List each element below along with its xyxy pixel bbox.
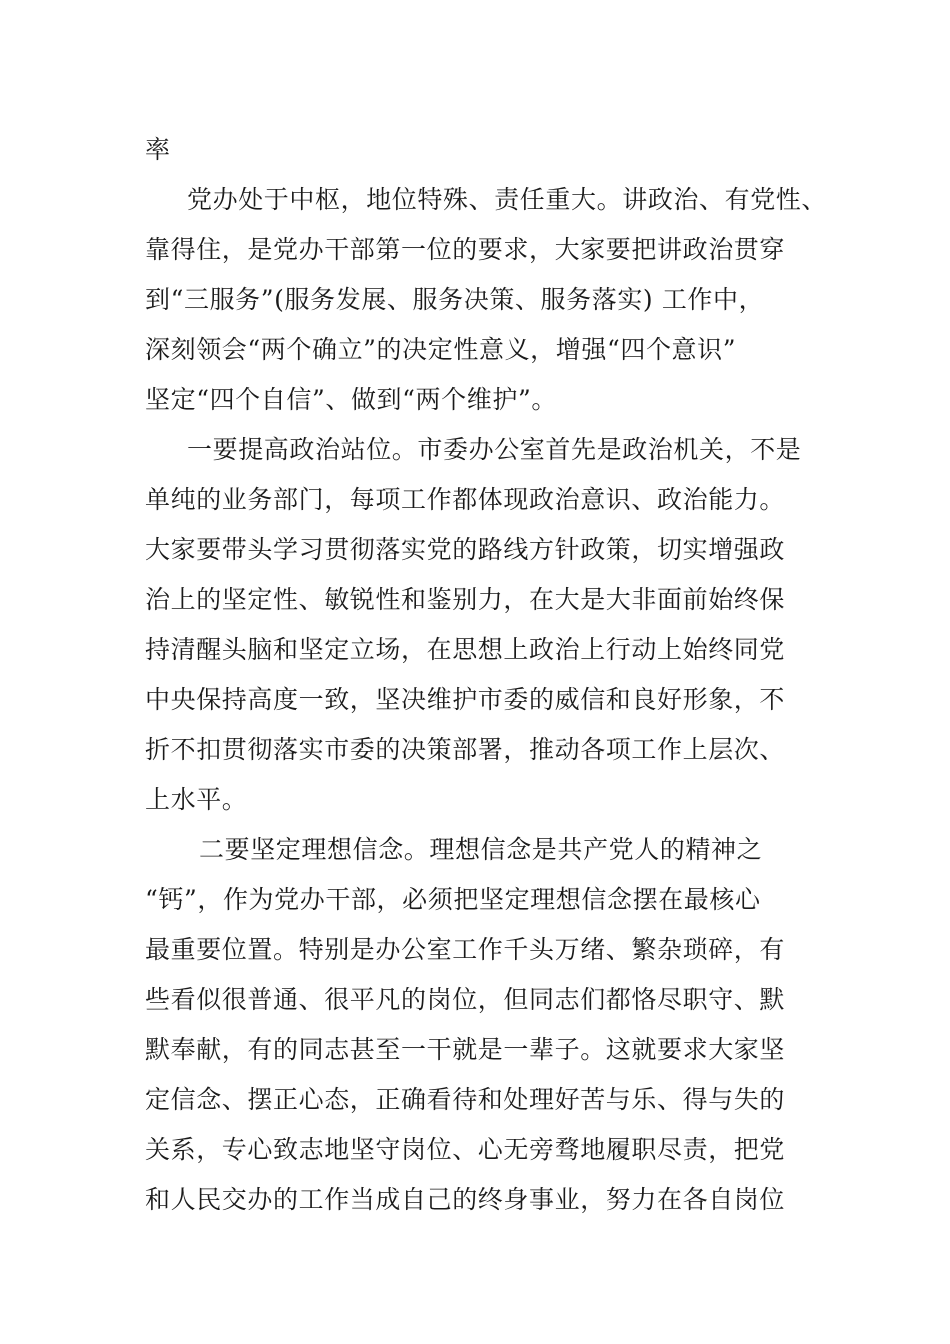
text-line: 大家要带头学习贯彻落实党的路线方针政策，切实增强政 bbox=[145, 535, 786, 564]
text-line: 和人民交办的工作当成自己的终身事业，努力在各自岗位 bbox=[145, 1185, 786, 1214]
text-line: 最重要位置。特别是办公室工作千头万绪、繁杂琐碎，有 bbox=[145, 935, 786, 964]
text-line: “钙”，作为党办干部，必须把坚定理想信念摆在最核心 bbox=[145, 885, 761, 914]
text-line: 中央保持高度一致，坚决维护市委的威信和良好形象，不 bbox=[145, 685, 786, 714]
paragraph-3-first-line: 二要坚定理想信念。理想信念是共产党人的精神之 bbox=[199, 835, 763, 864]
text-line: 定信念、摆正心态，正确看待和处理好苦与乐、得与失的 bbox=[145, 1085, 786, 1114]
text-line: 深刻领会“两个确立”的决定性意义，增强“四个意识” bbox=[145, 335, 737, 364]
text-line: 到“三服务”(服务发展、服务决策、服务落实) 工作中， bbox=[145, 285, 765, 314]
text-line: 坚定“四个自信”、做到“两个维护”。 bbox=[145, 385, 557, 414]
text-line: 默奉献，有的同志甚至一干就是一辈子。这就要求大家坚 bbox=[145, 1035, 786, 1064]
text-line: 上水平。 bbox=[145, 785, 248, 814]
text-line: 折不扣贯彻落实市委的决策部署，推动各项工作上层次、 bbox=[145, 735, 786, 764]
paragraph-1-first-line: 党办处于中枢，地位特殊、责任重大。讲政治、有党性、 bbox=[187, 185, 828, 214]
paragraph-2-first-line: 一要提高政治站位。市委办公室首先是政治机关，不是 bbox=[187, 435, 802, 464]
text-line: 关系，专心致志地坚守岗位、心无旁骛地履职尽责，把党 bbox=[145, 1135, 786, 1164]
text-line: 单纯的业务部门，每项工作都体现政治意识、政治能力。 bbox=[145, 485, 786, 514]
text-line: 持清醒头脑和坚定立场，在思想上政治上行动上始终同党 bbox=[145, 635, 786, 664]
text-line: 治上的坚定性、敏锐性和鉴别力，在大是大非面前始终保 bbox=[145, 585, 786, 614]
text-line: 些看似很普通、很平凡的岗位，但同志们都恪尽职守、默 bbox=[145, 985, 786, 1014]
text-line: 靠得住，是党办干部第一位的要求，大家要把讲政治贯穿 bbox=[145, 235, 786, 264]
text-line: 率 bbox=[145, 135, 171, 164]
